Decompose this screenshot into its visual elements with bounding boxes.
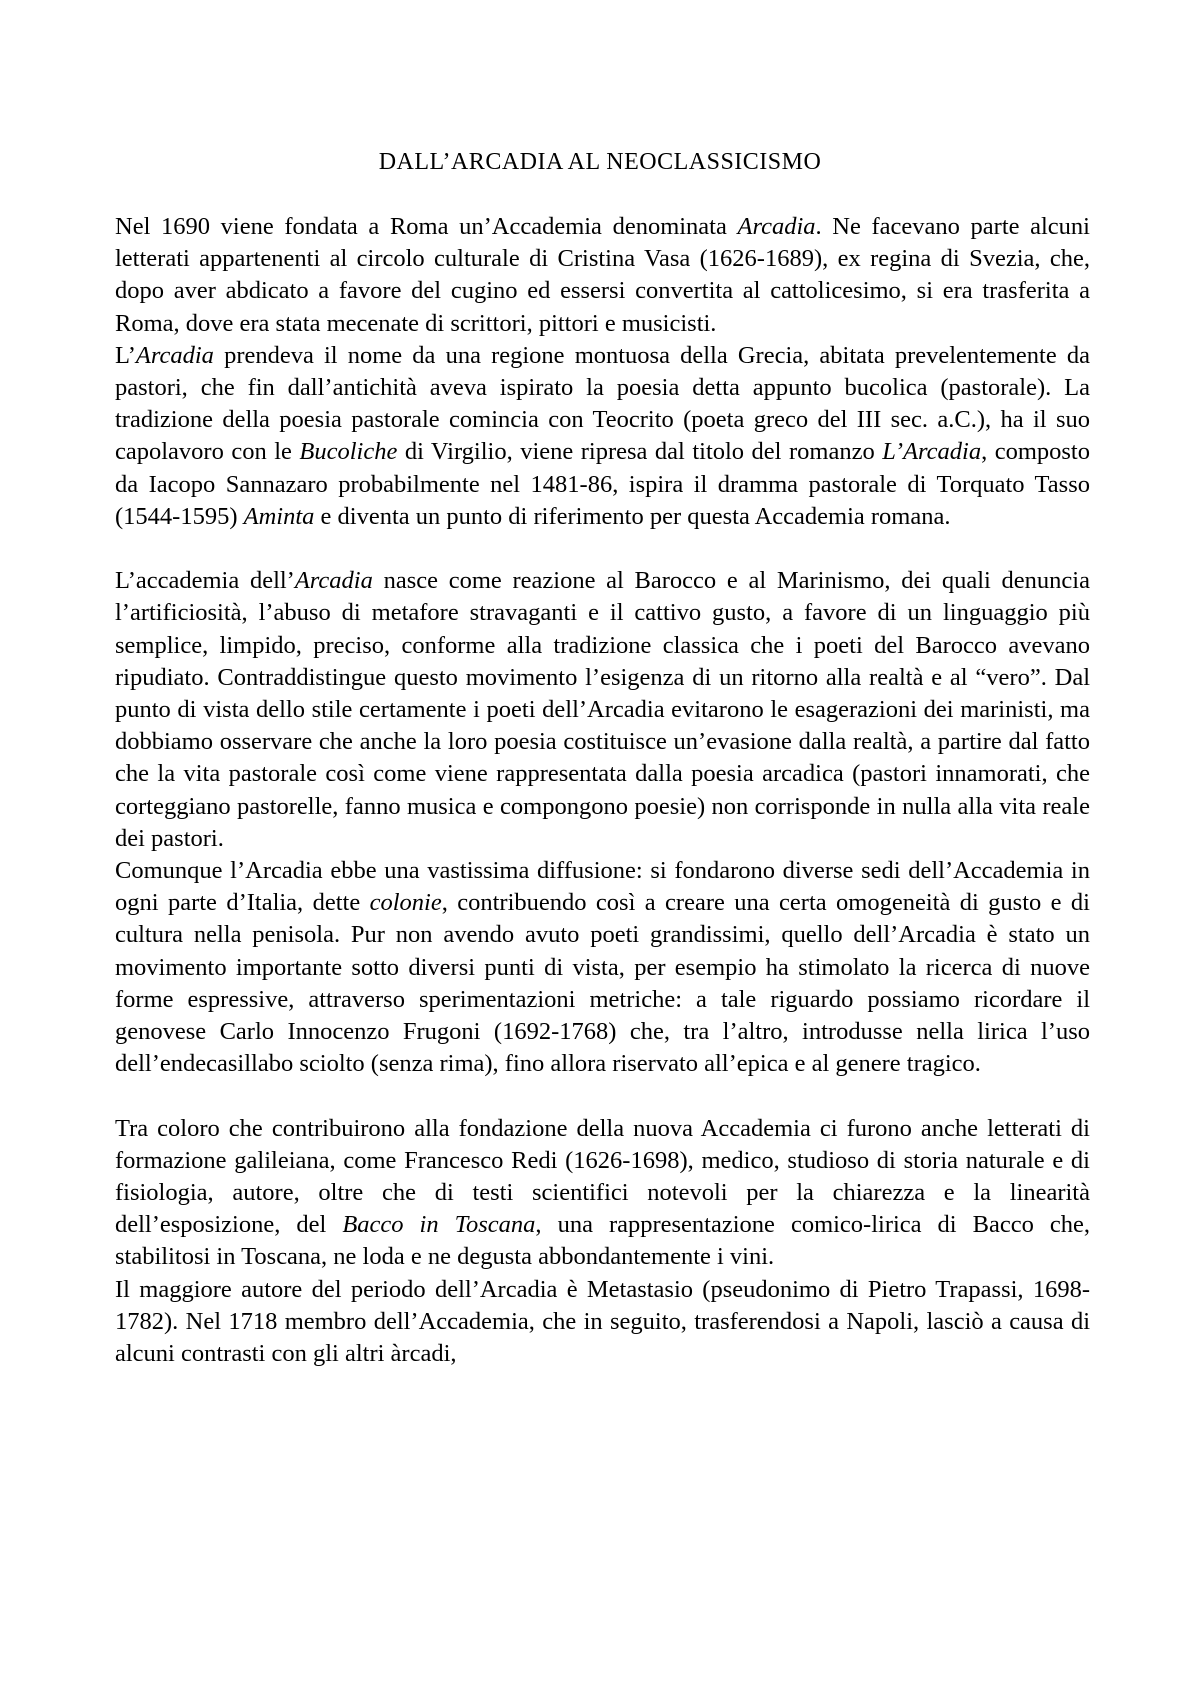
p4-text-2: , contribuendo così a creare una certa omogeneità di gusto e di cultura nella penisola. Pur non avendo avuto poeti grandissimi, quello dell’Arcadia è stato un movimento importante sotto diversi punti di vista, per esempio ha stimolato la ricerca di nuove forme espressive, attraverso sperimentazioni metriche: a tale riguardo possiamo ricordare il genovese Carlo Innocenzo Frugoni (1692-1768) che, tra l’altro, introdusse nella lirica l’uso dell’endecasillabo sciolto (senza rima), fino allora riservato all’epica e al genere tragico.: [115, 889, 1090, 1078]
p2-text-4: , composto da Iacopo Sannazaro probabilmente nel 1481-86, ispira il dramma pastorale di Torquato Tasso (1544-1595): [115, 438, 1090, 530]
p2-text-3: di Virgilio, viene ripresa dal titolo del romanzo: [397, 438, 883, 466]
p5-text-1: Tra coloro che contribuirono alla fondazione della nuova Accademia ci furono anche letterati di formazione galileiana, come Francesco Redi (1626-1698), medico, studioso di storia naturale e di fisiologia, autore, oltre che di testi scientifici notevoli per la chiarezza e la linearità dell’esposizione, del: [115, 1114, 1090, 1239]
p1-italic-1: Arcadia: [737, 213, 816, 240]
p3-text-2: nasce come reazione al Barocco e al Marinismo, dei quali denuncia l’artificiosità, l’abuso di metafore stravaganti e il cattivo gusto, a favore di un linguaggio più semplice, limpido, preciso, conforme alla tradizione classica che i poeti del Barocco avevano ripudiato. Contraddistingue questo movimento l’esigenza di un ritorno alla realtà e al “vero”. Dal punto di vista dello stile certamente i poeti dell’Arcadia evitarono le esagerazioni dei marinisti, ma dobbiamo osservare che anche la loro poesia costituisce un’evasione dalla realtà, a partire dal fatto che la vita pastorale così come viene rappresentata dalla poesia arcadica (pastori innamorati, che corteggiano pastorelle, fanno musica e compongono poesie) non corrisponde in nulla alla vita reale dei pastori.: [115, 567, 1090, 852]
p2-italic-3: L’Arcadia: [882, 438, 982, 466]
p5-italic-1: Bacco in Toscana: [342, 1211, 536, 1239]
p2-text-5: e diventa un punto di riferimento per questa Accademia romana.: [314, 502, 951, 530]
paragraph-gap: [115, 1080, 1090, 1112]
page-title: DALL’ARCADIA AL NEOCLASSICISMO: [378, 149, 822, 175]
p2-italic-2: Bucoliche: [299, 438, 398, 466]
p3-italic-1: Arcadia: [294, 567, 373, 595]
p4-text-1: Comunque l’Arcadia ebbe una vastissima diffusione: si fondarono diverse sedi dell’Accademia in ogni parte d’Italia, dette: [115, 857, 1090, 917]
p2-italic-1: Arcadia: [135, 341, 214, 369]
p3-text-1: L’accademia dell’: [115, 567, 295, 595]
p2-text-2: prendeva il nome da una regione montuosa della Grecia, abitata prevelentemente da pastori, che fin dall’antichità aveva ispirato la poesia detta appunto bucolica (pastorale). La tradizione della poesia pastorale comincia con Teocrito (poeta greco del III sec. a.C.), ha il suo capolavoro con le: [115, 341, 1090, 466]
p1-text-2: . Ne facevano parte alcuni letterati appartenenti al circolo culturale di Cristina Vasa (1626-1689), ex regina di Svezia, che, dopo aver abdicato a favore del cugino ed essersi convertita al cattolicesimo, si era trasferita a Roma, dove era stata mecenate di scrittori, pittori e musicisti.: [115, 213, 1090, 337]
paragraph-3: [115, 565, 1090, 855]
paragraph-6: [115, 1274, 1090, 1371]
document-body: [115, 211, 1090, 1370]
paragraph-1: [115, 211, 1090, 340]
paragraph-gap: [115, 533, 1090, 565]
p2-italic-4: Aminta: [243, 502, 315, 530]
p1-text-1: Nel 1690 viene fondata a Roma un’Accademia denominata: [115, 213, 738, 240]
p2-text-1: L’: [115, 341, 136, 369]
p5-text-2: , una rappresentazione comico-lirica di Bacco che, stabilitosi in Toscana, ne loda e ne degusta abbondantemente i vini.: [115, 1211, 1090, 1271]
paragraph-4: [115, 855, 1090, 1080]
paragraph-5: [115, 1113, 1090, 1274]
p6-text-1: Il maggiore autore del periodo dell’Arcadia è Metastasio (pseudonimo di Pietro Trapassi, 1698-1782). Nel 1718 membro dell’Accademia, che in seguito, trasferendosi a Napoli, lasciò a causa di alcuni contrasti con gli altri àrcadi,: [115, 1275, 1090, 1368]
paragraph-2: [115, 340, 1090, 533]
p4-italic-1: colonie: [369, 889, 442, 917]
